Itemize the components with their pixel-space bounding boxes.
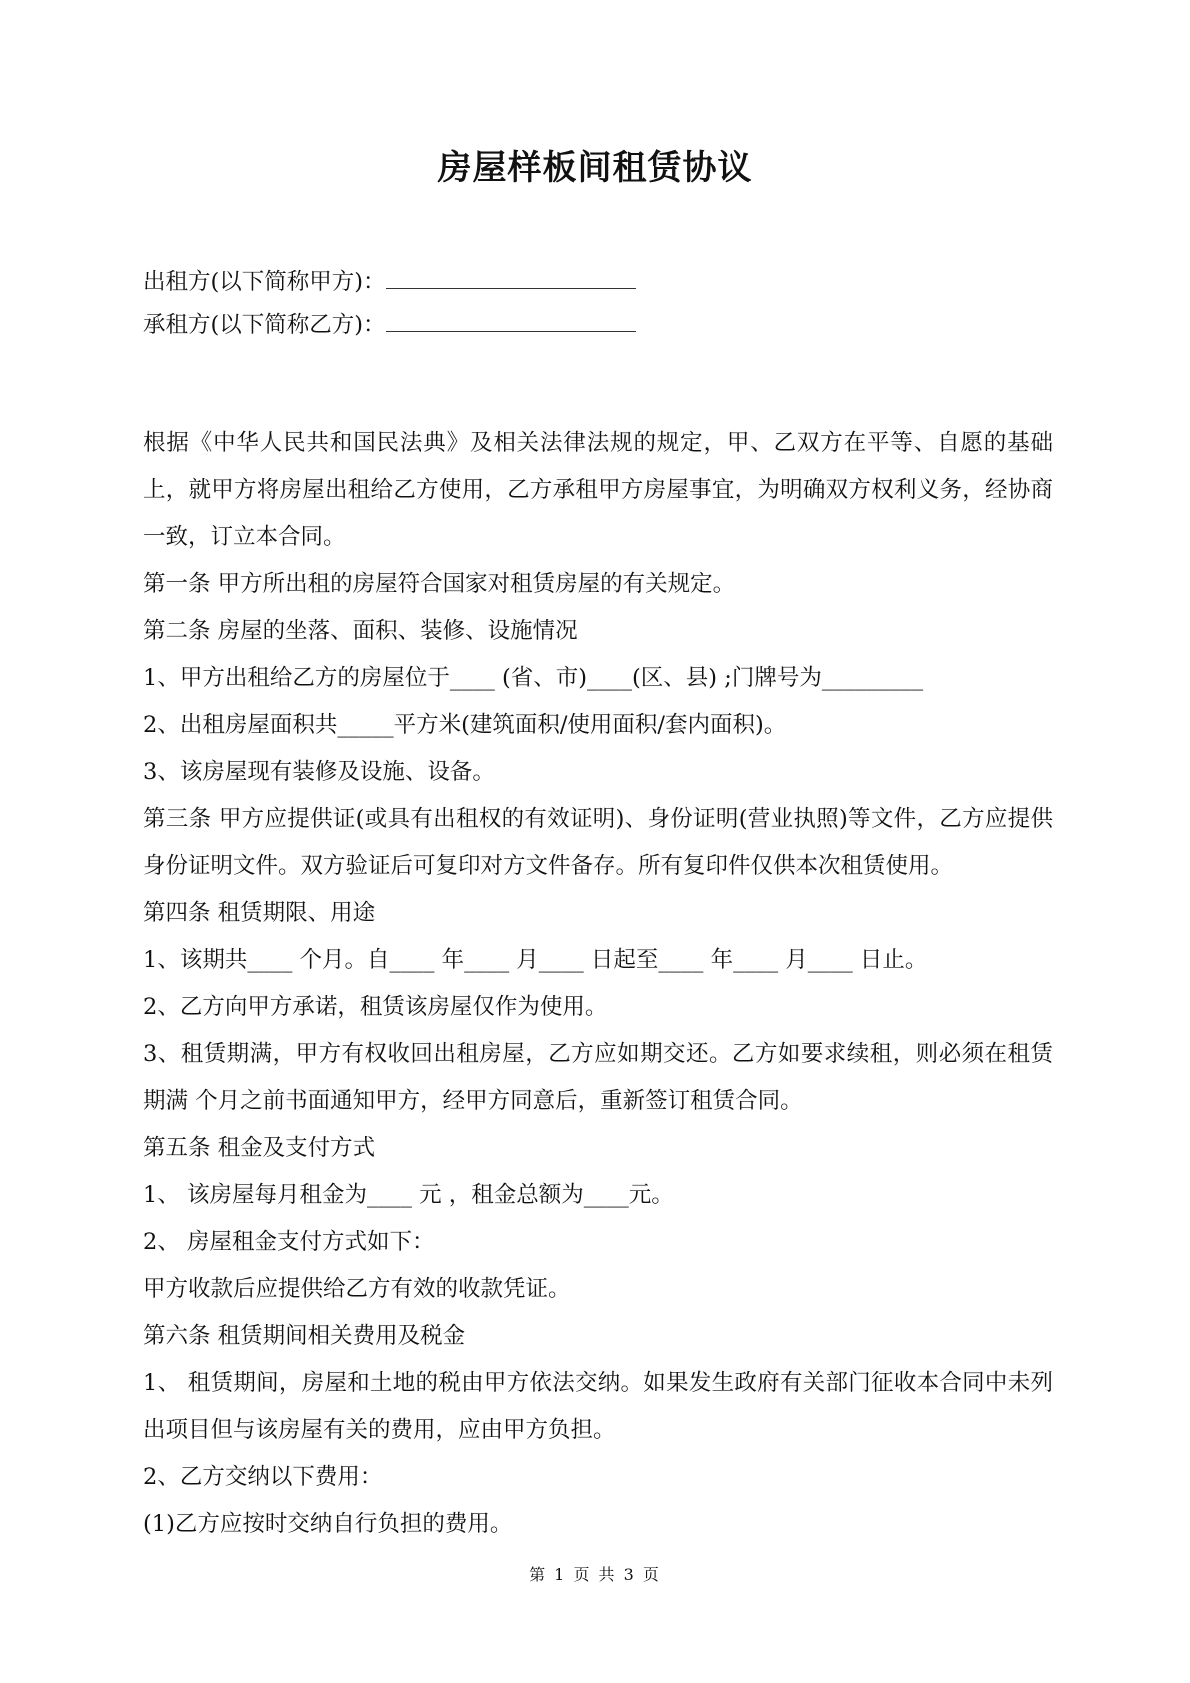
article-6-heading: 第六条 租赁期间相关费用及税金 [143, 1323, 466, 1349]
contract-body [143, 420, 1053, 1548]
article-2-item-3: 3、该房屋现有装修及设施、设备。 [143, 759, 495, 785]
article-6-item-2: 2、乙方交纳以下费用： [143, 1464, 383, 1490]
page-footer: 第 1 页 共 3 页 [529, 1565, 661, 1584]
lessee-label: 承租方(以下简称乙方)： [143, 312, 386, 338]
lessee-blank [386, 309, 636, 332]
article-6-item-2-sub-1: (1)乙方应按时交纳自行负担的费用。 [143, 1511, 513, 1537]
article-4-item-3: 3、租赁期满，甲方有权收回出租房屋，乙方应如期交还。乙方如要求续租，则必须在租赁期满 个月之前书面通知甲方，经甲方同意后，重新签订租赁合同。 [143, 1041, 1053, 1114]
article-3: 第三条 甲方应提供证(或具有出租权的有效证明)、身份证明(营业执照)等文件，乙方应提供身份证明文件。双方验证后可复印对方文件备存。所有复印件仅供本次租赁使用。 [143, 806, 1053, 879]
lessor-blank [386, 266, 636, 289]
article-5-item-2: 2、 房屋租金支付方式如下： [143, 1229, 435, 1255]
article-5-heading: 第五条 租金及支付方式 [143, 1135, 376, 1161]
article-2-heading: 第二条 房屋的坐落、面积、装修、设施情况 [143, 618, 578, 644]
article-6-item-1: 1、 租赁期间，房屋和土地的税由甲方依法交纳。如果发生政府有关部门征收本合同中未列出项目但与该房屋有关的费用，应由甲方负担。 [143, 1370, 1053, 1443]
article-4-heading: 第四条 租赁期限、用途 [143, 900, 376, 926]
lessor-label: 出租方(以下简称甲方)： [143, 269, 386, 295]
article-2-item-2: 2、出租房屋面积共_____平方米(建筑面积/使用面积/套内面积)。 [143, 712, 787, 738]
document-title: 房屋样板间租赁协议 [437, 148, 753, 188]
article-5-item-1: 1、 该房屋每月租金为____ 元 ，租金总额为____元。 [143, 1182, 674, 1208]
lessee-line [143, 309, 1063, 341]
lessor-line [143, 266, 1063, 298]
article-5-note: 甲方收款后应提供给乙方有效的收款凭证。 [143, 1276, 571, 1302]
article-2-item-1: 1、甲方出租给乙方的房屋位于____ (省、市)____(区、县) ;门牌号为_________ [143, 665, 924, 691]
intro-paragraph: 根据《中华人民共和国民法典》及相关法律法规的规定，甲、乙双方在平等、自愿的基础上，就甲方将房屋出租给乙方使用，乙方承租甲方房屋事宜，为明确双方权利义务，经协商一致，订立本合同。 [143, 430, 1053, 550]
article-1: 第一条 甲方所出租的房屋符合国家对租赁房屋的有关规定。 [143, 571, 736, 597]
article-4-item-1: 1、该期共____ 个月。自____ 年____ 月____ 日起至____ 年____ 月____ 日止。 [143, 947, 928, 973]
article-4-item-2: 2、乙方向甲方承诺，租赁该房屋仅作为使用。 [143, 994, 608, 1020]
